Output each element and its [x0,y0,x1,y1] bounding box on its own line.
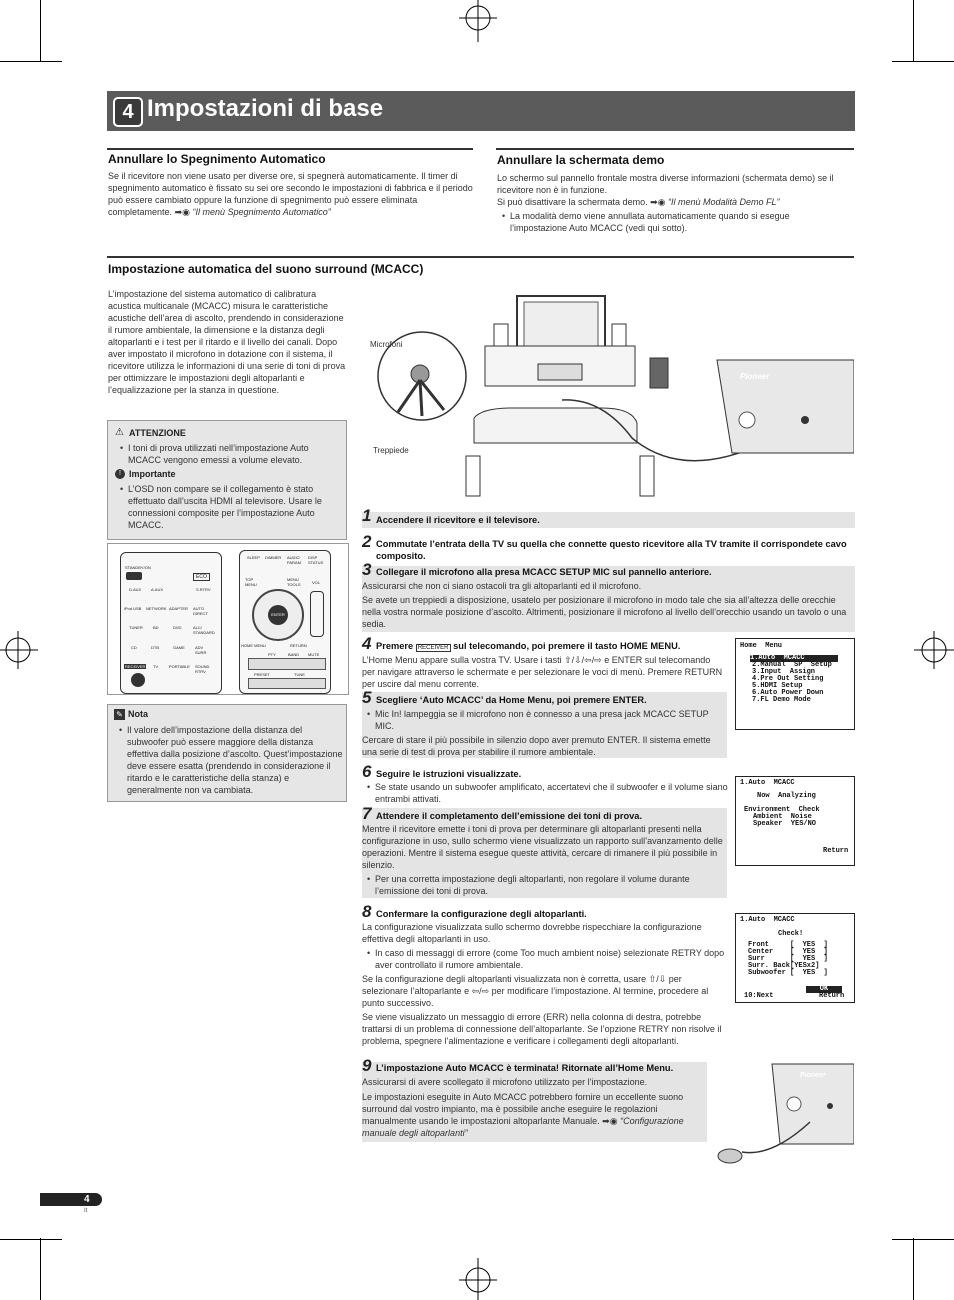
remote-key-label: GAME [173,645,185,650]
mic-disconnect-illustration [712,1062,854,1172]
crop-mark [0,61,62,62]
remote-key-label: PTY [268,652,276,657]
arrow-ref-icon: ➡◉ [174,207,190,217]
remote-key-label: AUDIO PARAM [287,555,301,565]
step-title-text: Premere [376,641,414,651]
menu-item: 5.HDMI Setup [752,682,803,690]
speaker-name: Subwoofer [748,969,786,977]
step-title-text: sul telecomando, poi premere il tasto HOME MENU. [453,641,681,651]
remote-key-label: S.RTRV [196,587,211,592]
crop-mark [40,0,41,62]
remote-key-label: BAND [288,652,300,657]
step-text: Cercare di stare il più possibile in silenzio dopo aver premuto ENTER. Il sistema emette una serie di test di prova per stabilire il rumore ambientale. [362,735,711,757]
remote-key-label: CD [131,645,137,650]
section-rule [496,148,854,150]
remote-key-label: ADV SURR [195,645,207,655]
remote-key-label: ADAPTER [169,606,188,611]
mcacc-heading: Impostazione automatica del suono surround (MCACC) [108,262,424,276]
receiver-button [131,673,145,687]
step-number: 1 [362,506,372,525]
ok-option: OK [806,986,842,993]
direction-pad [252,589,304,641]
menu-item: 3.Input Assign [752,668,816,676]
registration-mark [455,1256,501,1300]
step-bullet: • In caso di messaggi di errore (come Too much ambient noise) selezionate RETRY dopo aver controllato il rumore ambientale. [375,947,727,971]
remote-key-label: TOP MENU [245,577,257,587]
step-ref: “Configurazione manuale degli altoparlanti” [362,1116,684,1138]
step-title [376,640,726,654]
important-icon: ! [115,469,125,479]
speaker-name: Surr [748,955,765,963]
chapter-title: Impostazioni di base [147,95,384,122]
important-text: • L’OSD non compare se il collegamento è stato effettuato dall’uscita HDMI al televisore. Usare le connessioni composite per l’impostazione Auto MCACC. [128,483,333,531]
eco-button: ECO [193,573,210,581]
volume-rocker [310,591,324,637]
remote-key-label: MUTE [308,652,320,657]
screen-line: Speaker YES/NO [753,820,817,828]
speaker-name: Center [748,948,774,956]
crop-mark [892,61,954,62]
note-text: • Il valore dell’impostazione della distanza del subwoofer può essere maggiore della distanza effettiva dalla posizione d’ascolto. Quest’impostazione deve essere esatta (prendendo in considerazione il ritardo e le caratteristiche della stanza) e generalmente non va cambiata. [127,724,345,796]
step-title: Commutate l’entrata della TV su quella che connette questo ricevitore alla TV tramite il corrispondete cavo composito. [376,539,847,561]
step-text: Se la configurazione degli altoparlanti visualizzata non è corretta, usare ⇧/⇩ per selezionare l’altoparlante e ⇦/⇨ per modificare l’impostazione. Al termine, procedere al punto successivo. [362,974,709,1008]
step-text: Assicurarsi di avere scollegato il microfono utilizzato per l’impostazione. [362,1077,648,1087]
note-icon: ✎ [114,709,125,720]
home-menu-key-label: HOME MENU [241,643,266,648]
demo-line2-text: Si può disattivare la schermata demo. [497,197,648,207]
speaker-value: [ YES ] [790,948,828,956]
step-title: Attendere il completamento dell’emissione dei toni di prova. [376,811,643,821]
analyzing-screen [735,776,855,866]
remote-key-label: PORTABLE [169,664,190,669]
remote-key-label: NETWORK [146,606,167,611]
demo-line2 [497,196,855,208]
page-tab [40,1193,102,1206]
caution-text: • I toni di prova utilizzati nell’impostazione Auto MCACC vengono emessi a volume elevato. [128,442,333,466]
step-title: Collegare il microfono alla presa MCACC SETUP MIC sul pannello anteriore. [376,567,712,577]
enter-button: ENTER [268,605,288,625]
remote-key-label: DISP STATUS [308,555,324,565]
screen-title: 1.Auto MCACC [740,779,795,787]
auto-off-heading: Annullare lo Spegnimento Automatico [108,152,326,166]
mcacc-intro: L’impostazione del sistema automatico di calibratura acustica multicanale (MCACC) misura le caratteristiche acustiche dell’area di ascolto, prendendo in considerazione il rumore ambientale, la dimensione e la distanza degli altoparlanti e i test per il ritardo e il livello dei canali. Dopo aver impostato il microfono in dotazione con il sistema, il ricevitore utilizza le informazioni di una serie di toni di prova per ottimizzare le impostazioni degli altoparlanti e l’equalizzazione per la stanza in questione. [108,289,346,395]
speaker-value: [ YES ] [790,941,828,949]
standby-button [126,572,142,580]
screen-status: Now Analyzing [757,792,816,800]
receiver-key-label: RECEIVER [125,664,146,669]
section-rule [107,148,473,150]
screen-line: Environment Check [744,806,820,814]
registration-mark [455,0,501,46]
step-number: 3 [362,560,372,579]
remote-key-label: A.AUX [151,587,164,592]
check-screen [735,913,855,1003]
receiver-key: RECEIVER [417,645,449,651]
remote-key-label: SOUND RTRV [195,664,210,674]
transport-row [248,658,326,670]
demo-bullet: • La modalità demo viene annullata automaticamente quando si esegue l’impostazione Auto MCACC (vedi qui sotto). [510,210,840,234]
label-treppiede: Treppiede [373,446,409,455]
note-box [107,704,347,802]
remote-key-label: iPod USB [124,606,142,611]
pioneer-logo: Pioneer [800,1072,826,1079]
arrow-ref-icon: ➡◉ [650,197,666,207]
step-text-body: Le impostazioni eseguite in Auto MCACC potrebbero fornire un eccellente suono surround dal vostro impianto, ma è possibile anche eseguire le regolazioni manualmente usando le impostazioni altoparlante Manuale. [362,1092,684,1126]
crop-mark [0,1239,62,1240]
remote-key-label: DTB [151,645,159,650]
remote-illustration [107,543,349,695]
registration-mark [912,627,954,673]
caution-box [107,420,347,540]
step-text: L’Home Menu appare sulla vostra TV. Usare i tasti ⇧/⇩/⇦/⇨ e ENTER sul telecomando per navigare attraverso le schermate e per selezionare le voci di menù. Premere RETURN per uscire dal menu corrente. [362,655,723,689]
menu-item: 4.Pre Out Setting [752,675,824,683]
remote-key-label: MENU TOOLS [287,577,301,587]
screen-title: Home Menu [740,642,783,650]
step-number: 9 [362,1056,372,1075]
screen-title: 1.Auto MCACC [740,916,795,924]
menu-item-selected: 1.Auto MCACC [750,655,838,662]
caution-title: ATTENZIONE [129,428,186,438]
step-number: 4 [362,634,372,653]
screen-return: Return [823,847,849,855]
menu-item: 6.Auto Power Down [752,689,824,697]
auto-off-body [108,170,474,218]
step-title: Seguire le istruzioni visualizzate. [376,769,522,779]
remote-key-label: TV [153,664,159,669]
tune-label: TUNE [294,672,305,677]
step-bullet: • Se state usando un subwoofer amplificato, accertatevi che il subwoofer e il volume siano entrambi attivati. [375,781,730,805]
step-text: Mentre il ricevitore emette i toni di prova per determinare gli altoparlanti presenti nella configurazione in uso, sullo schermo viene visualizzato un rapporto sull’avanzamento delle operazioni. Mentre il sistema esegue queste attività, cercare di rimanere il più possibile in silenzio. [362,824,723,870]
remote-key-label: DVD [173,625,182,630]
screen-status: Check! [778,930,804,938]
speaker-value: [YESx2] [790,962,820,970]
important-title: Importante [129,469,176,479]
screen-return: Return [819,992,845,1000]
step-text [362,1091,708,1139]
tuning-row [248,678,326,689]
home-menu-screen [735,638,855,730]
pioneer-logo: Pioneer [740,372,770,381]
remote-left [120,552,222,694]
note-title: Nota [128,709,148,719]
speaker-name: Surr. Back [748,962,791,970]
next-option: 10:Next [744,992,774,1000]
remote-key-label: TUNER [129,625,143,630]
remote-right [239,550,331,694]
step-bullet: • Mic In! lampeggia se il microfono non è connesso a una presa jack MCACC SETUP MIC. [375,708,715,732]
speaker-value: [ YES ] [790,955,828,963]
chapter-header [107,91,855,131]
crop-mark [913,1238,914,1300]
page-number: 4 [84,1194,90,1205]
speaker-value: [ YES ] [790,969,828,977]
step-text: Assicurarsi che non ci siano ostacoli tra gli altoparlanti ed il microfono. [362,581,642,591]
preset-label: PRESET [254,672,271,677]
step-number: 2 [362,532,372,551]
step-number: 7 [362,804,372,823]
chapter-number: 4 [113,97,143,127]
step-bullet: • Per una corretta impostazione degli altoparlanti, non regolare il volume durante l’emissione dei toni di prova. [375,873,720,897]
step-number: 5 [362,688,372,707]
page-language: It [84,1208,88,1214]
remote-key-label: AUTO DIRECT [193,606,208,616]
remote-key-label: DIMMER [265,555,282,560]
remote-key-label: D.AUX [129,587,142,592]
remote-key-label: VOL [312,580,321,585]
menu-item: 2.Manual SP Setup [752,661,832,669]
remote-key-label: SLEEP [247,555,260,560]
remote-key-label: BD [153,625,159,630]
step-title: Accendere il ricevitore e il televisore. [376,515,540,525]
step-text: Se viene visualizzato un messaggio di errore (ERR) nella colonna di destra, potrebbe trattarsi di un problema di connessione dell’altoparlante. Se l’opzione RETRY non risolve il problema, spegnere l’alimentazione e verificare i collegamenti degli altoparlanti. [362,1012,722,1046]
arrow-ref-icon: ➡◉ [602,1116,618,1126]
step-title: L’impostazione Auto MCACC è terminata! Ritornate all’Home Menu. [376,1063,674,1073]
step-title: Scegliere ‘Auto MCACC’ da Home Menu, poi premere ENTER. [376,695,647,705]
label-microfoni: Microfoni [370,340,403,349]
auto-off-ref: “Il menù Spegnimento Automatico” [192,207,331,217]
step-title: Confermare la configurazione degli altoparlanti. [376,909,587,919]
menu-item: 7.FL Demo Mode [752,696,811,704]
crop-mark [892,1239,954,1240]
section-rule [107,256,854,258]
step-text: La configurazione visualizzata sullo schermo dovrebbe rispecchiare la configurazione effettiva degli altoparlanti in uso. [362,922,702,944]
remote-key-label: ALC/ STANDARD [193,625,215,635]
demo-heading: Annullare la schermata demo [497,153,665,167]
demo-body: Lo schermo sul pannello frontale mostra diverse informazioni (schermata demo) se il ricevitore non è in funzione. [497,173,834,195]
warning-icon: ⚠ [115,427,124,438]
speaker-name: Front [748,941,770,949]
step-number: 6 [362,762,372,781]
room-setup-illustration [362,288,854,500]
auto-off-text: Se il ricevitore non viene usato per diverse ore, si spegnerà automaticamente. Il timer di spegnimento automatico è fissato su sei ore secondo le impostazioni di fabbrica e il periodo può essere cambiato oppure la funzione di spegnimento può essere eliminata completamente. [108,171,473,217]
step-number: 8 [362,902,372,921]
standby-label: STANDBY/ON [125,565,151,570]
registration-mark [0,627,40,673]
return-key-label: RETURN [290,643,307,648]
crop-mark [913,0,914,62]
demo-ref: “Il menù Modalità Demo FL” [668,197,780,207]
screen-line: Ambient Noise [753,813,812,821]
step-text: Se avete un treppiedi a disposizione, usatelo per posizionare il microfono in modo tale che sia all’altezza delle orecchie nella vostra normale posizione d’ascolto. Altrimenti, posizionare il microfono al livello dell’orecchio usando un tavolo o una sedia. [362,595,847,629]
crop-mark [40,1238,41,1300]
